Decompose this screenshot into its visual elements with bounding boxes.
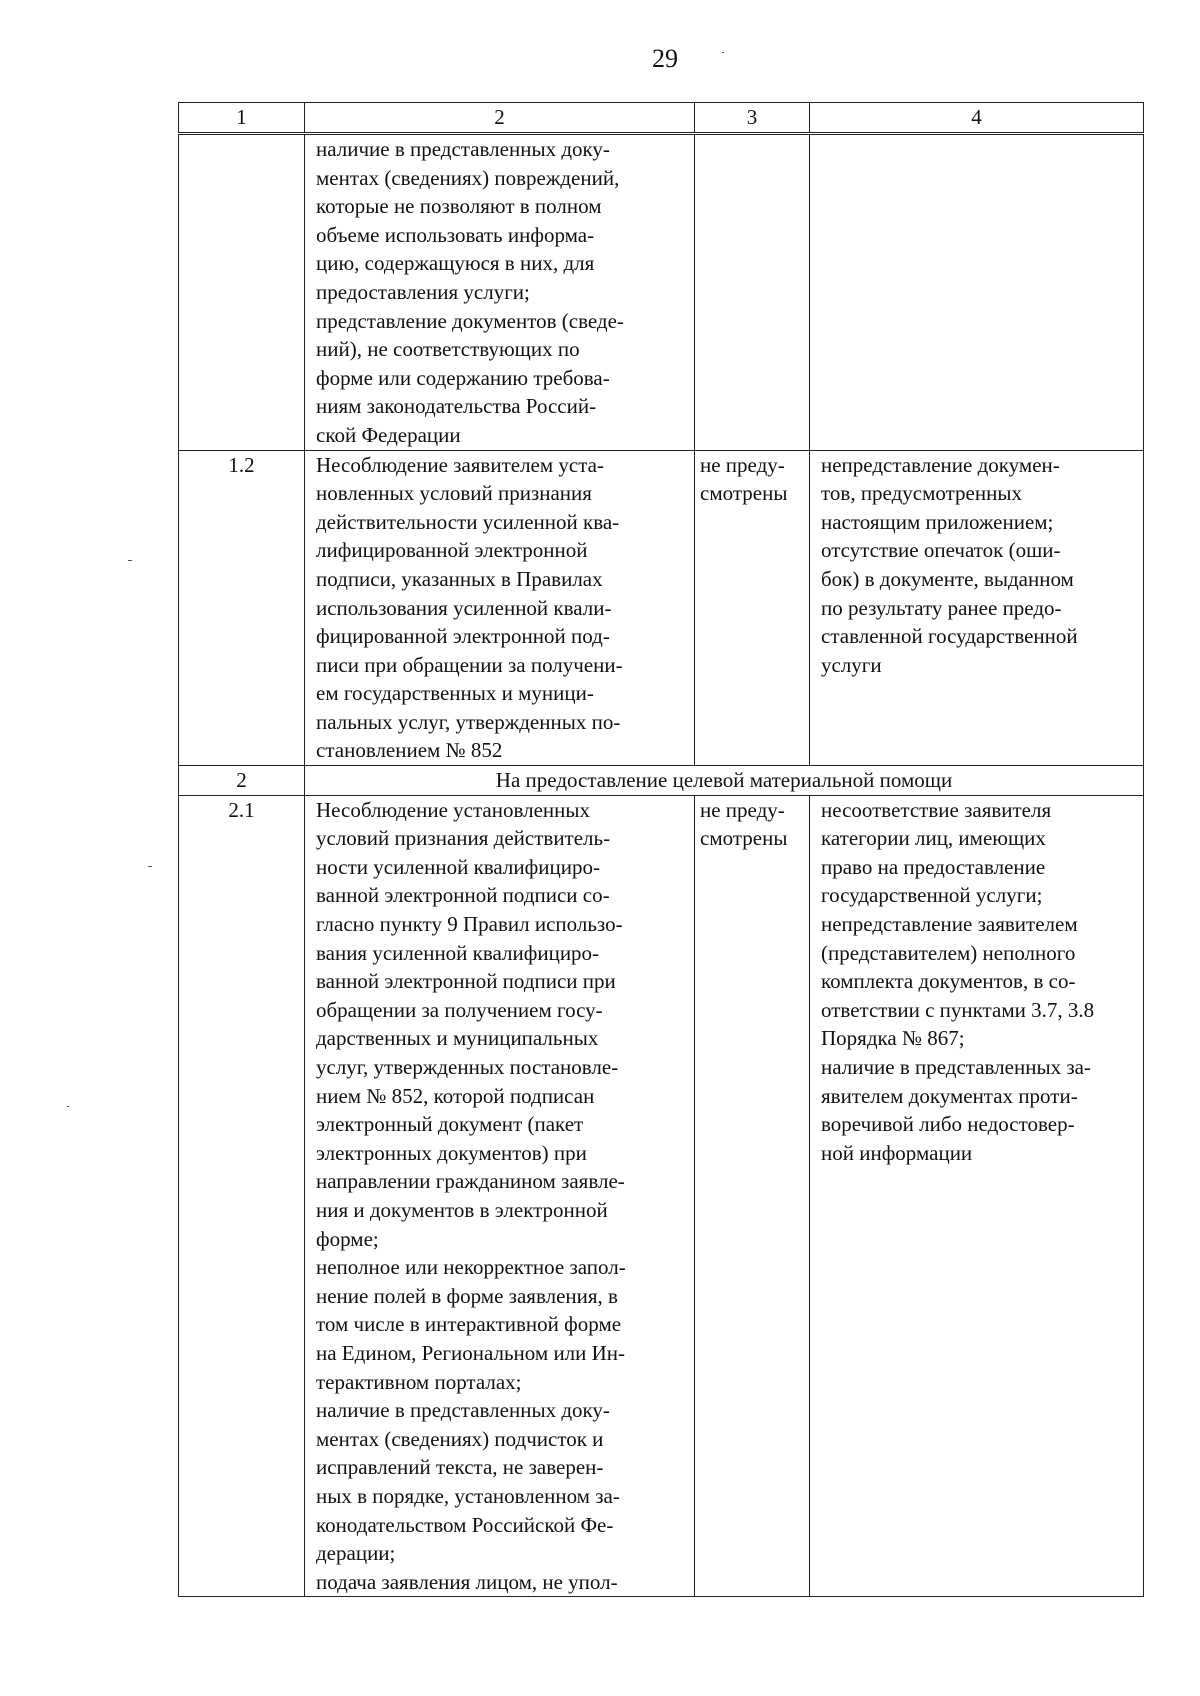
scan-mark <box>148 866 152 867</box>
grounds-cell <box>305 795 695 1597</box>
text-line: ванной электронной подписи со- <box>316 883 610 908</box>
text-line: ментах (сведениях) подчисток и <box>316 1426 604 1451</box>
text-line: цию, содержащуюся в них, для <box>316 251 595 276</box>
text-line: неполное или некорректное запол- <box>316 1255 626 1280</box>
text-line: форме; <box>316 1226 379 1251</box>
text-line: электронный документ (пакет <box>316 1112 584 1137</box>
text-line: форме или содержанию требова- <box>316 365 610 390</box>
text-line: непредставление заявителем <box>821 912 1078 937</box>
text-line: услуги <box>821 652 882 677</box>
refusal-cell <box>810 795 1144 1597</box>
text-line: тов, предусмотренных <box>821 481 1022 506</box>
text-line: Несоблюдение установленных <box>316 797 590 822</box>
text-line: гласно пункту 9 Правил использо- <box>316 912 623 937</box>
text-line: дерации; <box>316 1541 396 1566</box>
refusal-cell <box>810 450 1144 766</box>
text-line: нием № 852, которой подписан <box>316 1083 595 1108</box>
scan-mark <box>67 1106 69 1107</box>
text-line: дарственных и муниципальных <box>316 1026 599 1051</box>
row-number: 1.2 <box>179 450 305 766</box>
text-line: лифицированной электронной <box>316 538 588 563</box>
text-line: явителем документах проти- <box>821 1083 1078 1108</box>
text-line: наличие в представленных доку- <box>316 1398 610 1423</box>
text-line: непредставление докумен- <box>821 452 1060 477</box>
table-row <box>179 134 1144 451</box>
text-line: несоответствие заявителя <box>821 797 1052 822</box>
header-col-3: 3 <box>695 103 810 134</box>
text-line: ной информации <box>821 1140 973 1165</box>
text-line: писи при обращении за получени- <box>316 652 623 677</box>
text-line: исправлений текста, не заверен- <box>316 1455 604 1480</box>
text-line: наличие в представленных за- <box>821 1055 1091 1079</box>
text-line: бок) в документе, выданном <box>821 566 1074 591</box>
text-line: подача заявления лицом, не упол- <box>316 1569 618 1594</box>
text-line: (представителем) неполного <box>821 940 1076 965</box>
text-line: которые не позволяют в полном <box>316 194 602 219</box>
text-line: ний), не соответствующих по <box>316 337 580 362</box>
header-col-2: 2 <box>305 103 695 134</box>
text-line: нение полей в форме заявления, в <box>316 1283 618 1308</box>
text-line: условий признания действитель- <box>316 826 611 851</box>
table-row <box>179 795 1144 1597</box>
text-line: использования усиленной квали- <box>316 595 612 620</box>
text-line: не преду- <box>700 452 785 477</box>
grounds-cell <box>305 134 695 451</box>
text-line: комплекта документов, в со- <box>821 969 1076 994</box>
text-line: ванной электронной подписи при <box>316 969 616 994</box>
text-line: смотрены <box>700 481 788 506</box>
header-col-1: 1 <box>179 103 305 134</box>
document-table <box>178 102 1144 1597</box>
text-line: смотрены <box>700 826 788 851</box>
grounds-cell <box>305 450 695 766</box>
suspension-cell <box>695 795 810 1597</box>
text-line: направлении гражданином заявле- <box>316 1169 625 1194</box>
section-number: 2 <box>179 766 305 796</box>
text-line: подписи, указанных в Правилах <box>316 566 603 591</box>
text-line: терактивном порталах; <box>316 1369 522 1394</box>
text-line: ской Федерации <box>316 422 461 447</box>
text-line: отсутствие опечаток (оши- <box>821 538 1061 563</box>
text-line: ниям законодательства Россий- <box>316 394 597 419</box>
text-line: новленных условий признания <box>316 481 592 506</box>
text-line: на Едином, Региональном или Ин- <box>316 1340 626 1365</box>
text-line: ментах (сведениях) повреждений, <box>316 165 620 190</box>
text-line: представление документов (сведе- <box>316 308 624 333</box>
row-number: 2.1 <box>179 795 305 1597</box>
refusal-cell <box>810 134 1144 451</box>
text-line: том числе в интерактивной форме <box>316 1312 622 1337</box>
text-line: фицированной электронной под- <box>316 624 610 649</box>
text-line: услуг, утвержденных постановле- <box>316 1055 619 1079</box>
text-line: пальных услуг, утвержденных по- <box>316 709 621 734</box>
text-line: ответствии с пунктами 3.7, 3.8 <box>821 997 1095 1022</box>
text-line: Несоблюдение заявителем уста- <box>316 452 604 477</box>
text-line: ных в порядке, установленном за- <box>316 1483 620 1508</box>
text-line: воречивой либо недостовер- <box>821 1112 1075 1137</box>
text-line: право на предоставление <box>821 854 1046 879</box>
row-number <box>179 134 305 451</box>
section-title: На предоставление целевой материальной помощи <box>305 766 1144 796</box>
scan-mark <box>128 560 132 561</box>
text-line: конодательством Российской Фе- <box>316 1512 614 1537</box>
text-line: по результату ранее предо- <box>821 595 1062 620</box>
text-line: не преду- <box>700 797 785 822</box>
suspension-cell <box>695 450 810 766</box>
text-line: вания усиленной квалифициро- <box>316 940 600 965</box>
text-line: ем государственных и муници- <box>316 681 594 706</box>
text-line: действительности усиленной ква- <box>316 509 620 534</box>
section-row <box>179 766 1144 796</box>
text-line: объеме использовать информа- <box>316 222 595 247</box>
text-line: обращении за получением госу- <box>316 997 603 1022</box>
text-line: настоящим приложением; <box>821 509 1054 534</box>
text-line: государственной услуги; <box>821 883 1043 908</box>
page-number: 29 <box>652 44 678 73</box>
suspension-cell <box>695 134 810 451</box>
text-line: Порядка № 867; <box>821 1026 965 1051</box>
text-line: электронных документов) при <box>316 1140 587 1165</box>
text-line: ния и документов в электронной <box>316 1197 608 1222</box>
text-line: наличие в представленных доку- <box>316 137 610 161</box>
text-line: ности усиленной квалифициро- <box>316 854 600 879</box>
header-col-4: 4 <box>810 103 1144 134</box>
text-line: ставленной государственной <box>821 624 1078 649</box>
text-line: становлением № 852 <box>316 738 503 763</box>
text-line: предоставления услуги; <box>316 279 530 304</box>
text-line: категории лиц, имеющих <box>821 826 1046 851</box>
scan-mark <box>722 52 724 53</box>
table-header-row <box>179 103 1144 134</box>
table-row <box>179 450 1144 766</box>
